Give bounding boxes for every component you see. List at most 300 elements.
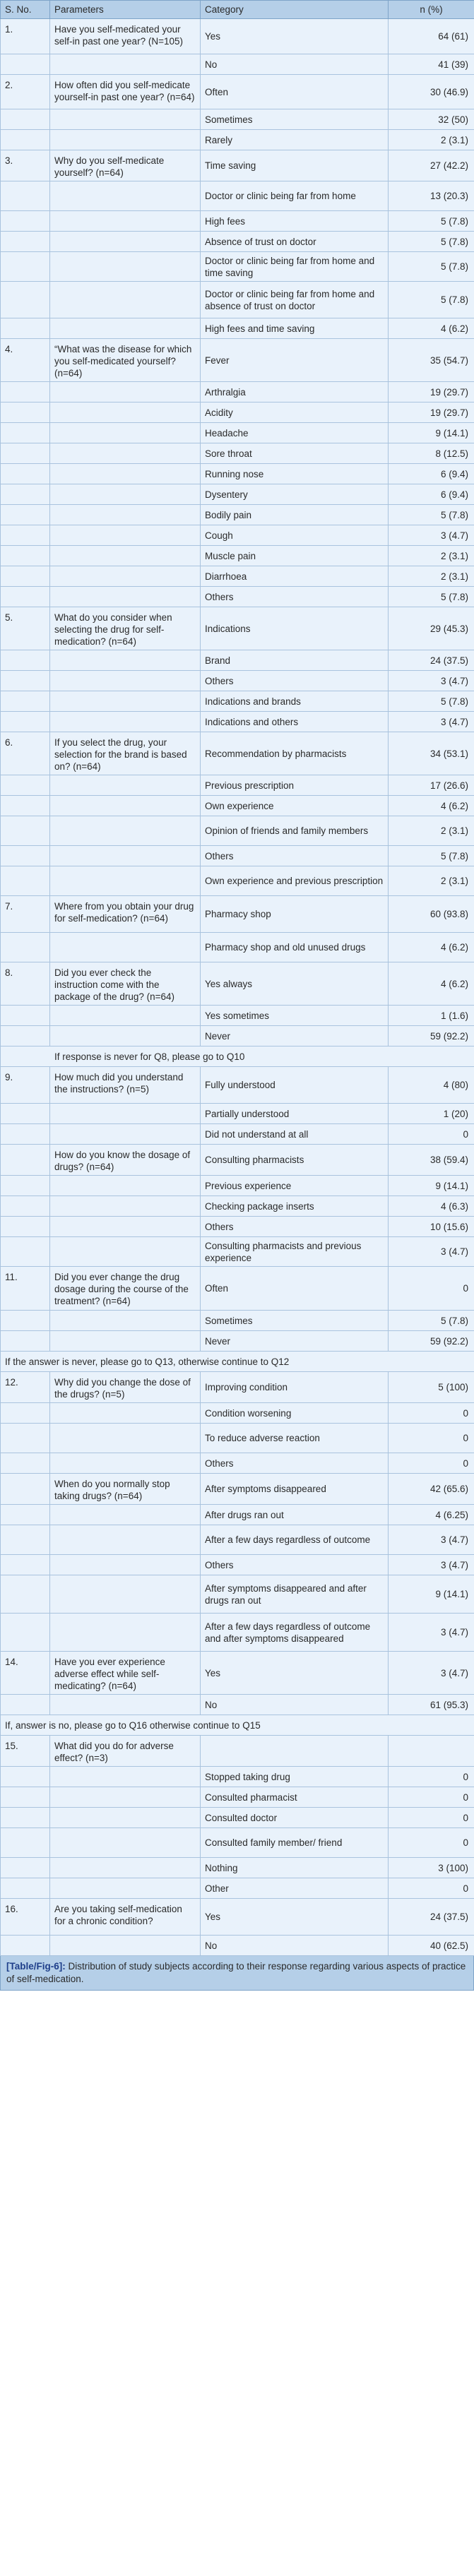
table-row: [1, 150, 474, 181]
parameter-cell: Are you taking self-medication for a chronic condition?: [50, 1899, 201, 1936]
table-row: [1, 1124, 474, 1145]
table-row: [1, 1026, 474, 1046]
sno-cell: [1, 382, 50, 402]
category-cell: Often: [201, 75, 389, 109]
parameter-cell: [50, 505, 201, 525]
parameter-cell: [50, 282, 201, 318]
table-row: [1, 318, 474, 339]
sno-cell: [1, 505, 50, 525]
table-row: [1, 423, 474, 443]
table-row: [1, 382, 474, 402]
category-cell: Muscle pain: [201, 546, 389, 566]
n-percent-cell: 0: [389, 1878, 474, 1899]
n-percent-cell: 29 (45.3): [389, 607, 474, 650]
table-row: [1, 130, 474, 150]
table-row: [1, 1936, 474, 1956]
sno-cell: 6.: [1, 732, 50, 775]
category-cell: [201, 1736, 389, 1767]
n-percent-cell: 3 (4.7): [389, 1525, 474, 1555]
table-row: [1, 1006, 474, 1026]
parameter-cell: [50, 775, 201, 796]
n-percent-cell: 0: [389, 1828, 474, 1858]
n-percent-cell: 19 (29.7): [389, 402, 474, 423]
parameter-cell: [50, 1217, 201, 1237]
n-percent-cell: 27 (42.2): [389, 150, 474, 181]
sno-cell: 14.: [1, 1652, 50, 1695]
n-percent-cell: 0: [389, 1787, 474, 1808]
n-percent-cell: 9 (14.1): [389, 423, 474, 443]
parameter-cell: [50, 1858, 201, 1878]
table-row: [1, 232, 474, 252]
table-row: [1, 505, 474, 525]
parameter-cell: [50, 402, 201, 423]
note-row: [1, 1352, 474, 1372]
parameter-cell: [50, 423, 201, 443]
table-row: [1, 19, 474, 54]
sno-cell: [1, 816, 50, 846]
parameter-cell: [50, 933, 201, 962]
category-cell: No: [201, 1936, 389, 1956]
n-percent-cell: 35 (54.7): [389, 339, 474, 382]
table-row: [1, 1176, 474, 1196]
parameter-cell: [50, 712, 201, 732]
parameter-cell: [50, 671, 201, 691]
table-row: [1, 1145, 474, 1176]
sno-cell: 4.: [1, 339, 50, 382]
table-row: [1, 1474, 474, 1505]
table-row: [1, 464, 474, 484]
table-row: [1, 1331, 474, 1352]
parameter-cell: [50, 1614, 201, 1652]
parameter-cell: [50, 1026, 201, 1046]
sno-cell: [1, 691, 50, 712]
n-percent-cell: 5 (7.8): [389, 232, 474, 252]
table-row: [1, 896, 474, 933]
category-cell: Consulted doctor: [201, 1808, 389, 1828]
category-cell: After a few days regardless of outcome and after symptoms disappeared: [201, 1614, 389, 1652]
category-cell: Sore throat: [201, 443, 389, 464]
header-row: [1, 1, 474, 19]
parameter-cell: [50, 1311, 201, 1331]
n-percent-cell: 5 (7.8): [389, 587, 474, 607]
table-row: [1, 1787, 474, 1808]
table-row: [1, 443, 474, 464]
category-cell: Running nose: [201, 464, 389, 484]
n-percent-cell: 6 (9.4): [389, 464, 474, 484]
category-cell: Own experience and previous prescription: [201, 866, 389, 896]
n-percent-cell: 60 (93.8): [389, 896, 474, 933]
n-percent-cell: 4 (6.25): [389, 1505, 474, 1525]
n-percent-cell: 0: [389, 1453, 474, 1474]
table-caption: [0, 1956, 474, 1991]
sno-cell: 3.: [1, 150, 50, 181]
parameter-cell: Did you ever change the drug dosage during the course of the treatment? (n=64): [50, 1267, 201, 1311]
table-row: [1, 691, 474, 712]
sno-cell: 8.: [1, 962, 50, 1006]
parameter-cell: [50, 650, 201, 671]
category-cell: Never: [201, 1331, 389, 1352]
parameter-cell: [50, 1453, 201, 1474]
category-cell: Partially understood: [201, 1104, 389, 1124]
category-cell: Nothing: [201, 1858, 389, 1878]
parameter-cell: What did you do for adverse effect? (n=3): [50, 1736, 201, 1767]
table-row: [1, 1614, 474, 1652]
parameter-cell: [50, 1505, 201, 1525]
sno-cell: [1, 1145, 50, 1176]
category-cell: Others: [201, 671, 389, 691]
n-percent-cell: 1 (20): [389, 1104, 474, 1124]
n-percent-cell: 3 (4.7): [389, 712, 474, 732]
table-row: [1, 75, 474, 109]
n-percent-cell: 2 (3.1): [389, 566, 474, 587]
sno-cell: [1, 1424, 50, 1453]
sno-cell: [1, 181, 50, 211]
table-row: [1, 484, 474, 505]
n-percent-cell: 3 (4.7): [389, 1555, 474, 1575]
parameter-cell: Where from you obtain your drug for self-medication? (n=64): [50, 896, 201, 933]
category-cell: Headache: [201, 423, 389, 443]
header-category: Category: [201, 1, 389, 19]
category-cell: Yes: [201, 1652, 389, 1695]
n-percent-cell: 61 (95.3): [389, 1695, 474, 1715]
sno-cell: [1, 1453, 50, 1474]
sno-cell: [1, 866, 50, 896]
skip-instruction: If the answer is never, please go to Q13, otherwise continue to Q12: [1, 1352, 474, 1372]
n-percent-cell: 59 (92.2): [389, 1026, 474, 1046]
parameter-cell: [50, 1424, 201, 1453]
category-cell: Sometimes: [201, 109, 389, 130]
table-row: [1, 1525, 474, 1555]
parameter-cell: Why did you change the dose of the drugs? (n=5): [50, 1372, 201, 1403]
parameter-cell: [50, 691, 201, 712]
n-percent-cell: 10 (15.6): [389, 1217, 474, 1237]
category-cell: Brand: [201, 650, 389, 671]
sno-cell: 5.: [1, 607, 50, 650]
parameter-cell: [50, 1196, 201, 1217]
category-cell: Often: [201, 1267, 389, 1311]
table-row: [1, 1104, 474, 1124]
n-percent-cell: 4 (6.2): [389, 796, 474, 816]
category-cell: Arthralgia: [201, 382, 389, 402]
n-percent-cell: 38 (59.4): [389, 1145, 474, 1176]
category-cell: Doctor or clinic being far from home and absence of trust on doctor: [201, 282, 389, 318]
category-cell: Never: [201, 1026, 389, 1046]
n-percent-cell: 9 (14.1): [389, 1176, 474, 1196]
category-cell: Doctor or clinic being far from home: [201, 181, 389, 211]
n-percent-cell: 4 (80): [389, 1067, 474, 1104]
sno-cell: [1, 1217, 50, 1237]
table-row: [1, 1424, 474, 1453]
category-cell: Pharmacy shop: [201, 896, 389, 933]
n-percent-cell: 4 (6.2): [389, 318, 474, 339]
category-cell: Recommendation by pharmacists: [201, 732, 389, 775]
parameter-cell: Have you self-medicated your self-in past one year? (N=105): [50, 19, 201, 54]
sno-cell: 11.: [1, 1267, 50, 1311]
table-row: [1, 775, 474, 796]
parameter-cell: What do you consider when selecting the drug for self-medication? (n=64): [50, 607, 201, 650]
parameter-cell: [50, 1006, 201, 1026]
table-row: [1, 1453, 474, 1474]
n-percent-cell: 3 (100): [389, 1858, 474, 1878]
table-row: [1, 211, 474, 232]
sno-cell: [1, 712, 50, 732]
category-cell: Others: [201, 1555, 389, 1575]
n-percent-cell: 5 (7.8): [389, 211, 474, 232]
table-row: [1, 816, 474, 846]
category-cell: Previous prescription: [201, 775, 389, 796]
sno-cell: [1, 1767, 50, 1787]
n-percent-cell: 4 (6.2): [389, 933, 474, 962]
category-cell: Others: [201, 846, 389, 866]
n-percent-cell: 0: [389, 1124, 474, 1145]
sno-cell: [1, 1878, 50, 1899]
n-percent-cell: 3 (4.7): [389, 1652, 474, 1695]
category-cell: Opinion of friends and family members: [201, 816, 389, 846]
sno-cell: [1, 546, 50, 566]
category-cell: Other: [201, 1878, 389, 1899]
category-cell: Indications: [201, 607, 389, 650]
parameter-cell: [50, 816, 201, 846]
sno-cell: [1, 525, 50, 546]
parameter-cell: How much did you understand the instructions? (n=5): [50, 1067, 201, 1104]
sno-cell: 16.: [1, 1899, 50, 1936]
sno-cell: 2.: [1, 75, 50, 109]
parameter-cell: [50, 252, 201, 282]
parameter-cell: [50, 1237, 201, 1267]
parameter-cell: [50, 1808, 201, 1828]
n-percent-cell: 1 (1.6): [389, 1006, 474, 1026]
sno-cell: [1, 130, 50, 150]
n-percent-cell: 3 (4.7): [389, 1237, 474, 1267]
category-cell: Rarely: [201, 130, 389, 150]
parameter-cell: [50, 566, 201, 587]
category-cell: Bodily pain: [201, 505, 389, 525]
table-row: [1, 1555, 474, 1575]
table-row: [1, 1736, 474, 1767]
table-row: [1, 1237, 474, 1267]
parameter-cell: [50, 1104, 201, 1124]
table-row: [1, 650, 474, 671]
table-header: [1, 1, 474, 19]
n-percent-cell: 5 (7.8): [389, 505, 474, 525]
category-cell: Doctor or clinic being far from home and time saving: [201, 252, 389, 282]
category-cell: Others: [201, 1217, 389, 1237]
header-n-percent: n (%): [389, 1, 474, 19]
parameter-cell: [50, 1936, 201, 1956]
sno-cell: [1, 1176, 50, 1196]
table-row: [1, 1575, 474, 1614]
category-cell: Stopped taking drug: [201, 1767, 389, 1787]
category-cell: High fees and time saving: [201, 318, 389, 339]
sno-cell: [1, 1237, 50, 1267]
sno-cell: [1, 1575, 50, 1614]
sno-cell: [1, 54, 50, 75]
table-row: [1, 1858, 474, 1878]
skip-instruction: If response is never for Q8, please go to Q10: [1, 1046, 474, 1067]
n-percent-cell: 13 (20.3): [389, 181, 474, 211]
n-percent-cell: 5 (7.8): [389, 282, 474, 318]
category-cell: Condition worsening: [201, 1403, 389, 1424]
parameter-cell: When do you normally stop taking drugs? (n=64): [50, 1474, 201, 1505]
sno-cell: [1, 671, 50, 691]
category-cell: Time saving: [201, 150, 389, 181]
sno-cell: [1, 1403, 50, 1424]
parameter-cell: [50, 1787, 201, 1808]
category-cell: Absence of trust on doctor: [201, 232, 389, 252]
n-percent-cell: 0: [389, 1267, 474, 1311]
sno-cell: [1, 252, 50, 282]
n-percent-cell: [389, 1736, 474, 1767]
sno-cell: [1, 846, 50, 866]
table-row: [1, 1505, 474, 1525]
category-cell: Checking package inserts: [201, 1196, 389, 1217]
table-row: [1, 109, 474, 130]
table-row: [1, 566, 474, 587]
table-row: [1, 796, 474, 816]
n-percent-cell: 19 (29.7): [389, 382, 474, 402]
sno-cell: [1, 1006, 50, 1026]
sno-cell: [1, 402, 50, 423]
n-percent-cell: 41 (39): [389, 54, 474, 75]
n-percent-cell: 2 (3.1): [389, 546, 474, 566]
n-percent-cell: 40 (62.5): [389, 1936, 474, 1956]
table-row: [1, 671, 474, 691]
sno-cell: [1, 1695, 50, 1715]
category-cell: Yes: [201, 1899, 389, 1936]
parameter-cell: [50, 587, 201, 607]
table-row: [1, 1695, 474, 1715]
parameter-cell: [50, 211, 201, 232]
n-percent-cell: 0: [389, 1767, 474, 1787]
n-percent-cell: 3 (4.7): [389, 525, 474, 546]
parameter-cell: [50, 1555, 201, 1575]
sno-cell: [1, 1555, 50, 1575]
n-percent-cell: 3 (4.7): [389, 671, 474, 691]
parameter-cell: [50, 846, 201, 866]
sno-cell: [1, 775, 50, 796]
sno-cell: [1, 464, 50, 484]
category-cell: Fully understood: [201, 1067, 389, 1104]
parameter-cell: [50, 464, 201, 484]
header-sno: S. No.: [1, 1, 50, 19]
sno-cell: [1, 211, 50, 232]
category-cell: Indications and others: [201, 712, 389, 732]
category-cell: After a few days regardless of outcome: [201, 1525, 389, 1555]
table-row: [1, 1217, 474, 1237]
n-percent-cell: 5 (7.8): [389, 1311, 474, 1331]
parameter-cell: How do you know the dosage of drugs? (n=64): [50, 1145, 201, 1176]
n-percent-cell: 2 (3.1): [389, 866, 474, 896]
parameter-cell: [50, 1403, 201, 1424]
category-cell: Consulted family member/ friend: [201, 1828, 389, 1858]
parameter-cell: [50, 130, 201, 150]
sno-cell: [1, 484, 50, 505]
sno-cell: [1, 443, 50, 464]
n-percent-cell: 3 (4.7): [389, 1614, 474, 1652]
table-row: [1, 1652, 474, 1695]
n-percent-cell: 64 (61): [389, 19, 474, 54]
n-percent-cell: 9 (14.1): [389, 1575, 474, 1614]
table-body: [1, 19, 474, 1956]
table-row: [1, 54, 474, 75]
table-row: [1, 1311, 474, 1331]
sno-cell: [1, 282, 50, 318]
skip-instruction: If, answer is no, please go to Q16 otherwise continue to Q15: [1, 1715, 474, 1736]
sno-cell: [1, 318, 50, 339]
table-row: [1, 252, 474, 282]
category-cell: Yes always: [201, 962, 389, 1006]
category-cell: Consulting pharmacists and previous experience: [201, 1237, 389, 1267]
note-row: [1, 1046, 474, 1067]
parameter-cell: [50, 1525, 201, 1555]
category-cell: Dysentery: [201, 484, 389, 505]
parameter-cell: How often did you self-medicate yourself-in past one year? (n=64): [50, 75, 201, 109]
sno-cell: [1, 1474, 50, 1505]
sno-cell: [1, 566, 50, 587]
parameter-cell: [50, 1695, 201, 1715]
n-percent-cell: 5 (100): [389, 1372, 474, 1403]
parameter-cell: “What was the disease for which you self-medicated yourself? (n=64): [50, 339, 201, 382]
category-cell: Pharmacy shop and old unused drugs: [201, 933, 389, 962]
n-percent-cell: 32 (50): [389, 109, 474, 130]
sno-cell: [1, 109, 50, 130]
n-percent-cell: 2 (3.1): [389, 130, 474, 150]
category-cell: Own experience: [201, 796, 389, 816]
table-row: [1, 1899, 474, 1936]
category-cell: No: [201, 1695, 389, 1715]
table-row: [1, 339, 474, 382]
n-percent-cell: 30 (46.9): [389, 75, 474, 109]
category-cell: Diarrhoea: [201, 566, 389, 587]
n-percent-cell: 0: [389, 1424, 474, 1453]
table-row: [1, 1808, 474, 1828]
category-cell: Consulting pharmacists: [201, 1145, 389, 1176]
table-row: [1, 962, 474, 1006]
table-row: [1, 1767, 474, 1787]
sno-cell: [1, 1196, 50, 1217]
sno-cell: [1, 1787, 50, 1808]
n-percent-cell: 0: [389, 1403, 474, 1424]
sno-cell: 7.: [1, 896, 50, 933]
table-row: [1, 546, 474, 566]
category-cell: Did not understand at all: [201, 1124, 389, 1145]
sno-cell: [1, 1505, 50, 1525]
n-percent-cell: 8 (12.5): [389, 443, 474, 464]
sno-cell: 9.: [1, 1067, 50, 1104]
category-cell: Others: [201, 587, 389, 607]
table-row: [1, 1372, 474, 1403]
sno-cell: [1, 1124, 50, 1145]
sno-cell: [1, 1026, 50, 1046]
n-percent-cell: 59 (92.2): [389, 1331, 474, 1352]
n-percent-cell: 24 (37.5): [389, 1899, 474, 1936]
category-cell: Consulted pharmacist: [201, 1787, 389, 1808]
category-cell: Cough: [201, 525, 389, 546]
parameter-cell: [50, 1575, 201, 1614]
sno-cell: [1, 423, 50, 443]
n-percent-cell: 6 (9.4): [389, 484, 474, 505]
parameter-cell: [50, 1331, 201, 1352]
sno-cell: [1, 1936, 50, 1956]
sno-cell: [1, 933, 50, 962]
sno-cell: 15.: [1, 1736, 50, 1767]
table-row: [1, 402, 474, 423]
table-row: [1, 866, 474, 896]
table-row: [1, 732, 474, 775]
parameter-cell: [50, 318, 201, 339]
category-cell: Yes sometimes: [201, 1006, 389, 1026]
parameter-cell: [50, 484, 201, 505]
